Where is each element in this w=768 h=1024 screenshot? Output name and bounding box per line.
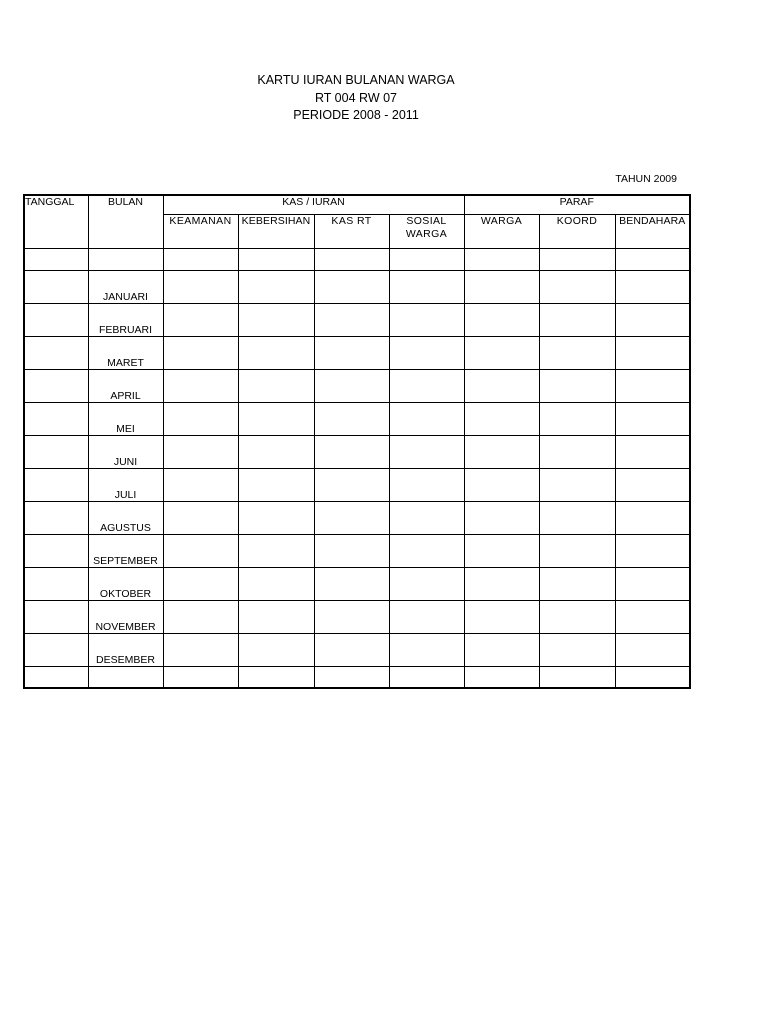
month-label: SEPTEMBER bbox=[88, 534, 163, 567]
column-header-keamanan: KEAMANAN bbox=[163, 214, 238, 248]
month-label: AGUSTUS bbox=[88, 501, 163, 534]
keamanan-cell bbox=[163, 666, 238, 688]
column-header-tanggal: TANGGAL bbox=[24, 195, 88, 248]
paraf-koord-cell bbox=[539, 567, 615, 600]
kebersihan-cell bbox=[238, 303, 314, 336]
bulan-cell bbox=[88, 248, 163, 270]
kas-rt-cell bbox=[314, 567, 389, 600]
kebersihan-cell bbox=[238, 567, 314, 600]
paraf-bendahara-cell bbox=[615, 633, 690, 666]
blank-row-top bbox=[24, 248, 690, 270]
paraf-warga-cell bbox=[464, 633, 539, 666]
month-label: JULI bbox=[88, 468, 163, 501]
month-label: JANUARI bbox=[88, 270, 163, 303]
kebersihan-cell bbox=[238, 336, 314, 369]
paraf-warga-cell bbox=[464, 666, 539, 688]
keamanan-cell bbox=[163, 248, 238, 270]
month-row bbox=[24, 435, 690, 468]
month-label: MARET bbox=[88, 336, 163, 369]
kas-rt-cell bbox=[314, 468, 389, 501]
keamanan-cell bbox=[163, 435, 238, 468]
kebersihan-cell bbox=[238, 633, 314, 666]
paraf-bendahara-cell bbox=[615, 666, 690, 688]
keamanan-cell bbox=[163, 567, 238, 600]
month-label: FEBRUARI bbox=[88, 303, 163, 336]
tanggal-cell bbox=[24, 336, 88, 369]
bulan-cell bbox=[88, 666, 163, 688]
paraf-bendahara-cell bbox=[615, 435, 690, 468]
month-row bbox=[24, 468, 690, 501]
month-row bbox=[24, 369, 690, 402]
dues-card-table bbox=[23, 194, 691, 689]
paraf-bendahara-cell bbox=[615, 369, 690, 402]
paraf-warga-cell bbox=[464, 248, 539, 270]
paraf-warga-cell bbox=[464, 501, 539, 534]
paraf-bendahara-cell bbox=[615, 501, 690, 534]
sosial-warga-cell bbox=[389, 402, 464, 435]
kas-rt-cell bbox=[314, 534, 389, 567]
tanggal-cell bbox=[24, 435, 88, 468]
month-row bbox=[24, 270, 690, 303]
kebersihan-cell bbox=[238, 248, 314, 270]
sosial-warga-cell bbox=[389, 336, 464, 369]
paraf-warga-cell bbox=[464, 303, 539, 336]
kebersihan-cell bbox=[238, 270, 314, 303]
month-row bbox=[24, 402, 690, 435]
kas-rt-cell bbox=[314, 666, 389, 688]
paraf-koord-cell bbox=[539, 534, 615, 567]
tanggal-cell bbox=[24, 501, 88, 534]
kas-rt-cell bbox=[314, 600, 389, 633]
paraf-bendahara-cell bbox=[615, 248, 690, 270]
column-header-kas-rt: KAS RT bbox=[314, 214, 389, 248]
paraf-warga-cell bbox=[464, 468, 539, 501]
document-title: KARTU IURAN BULANAN WARGA bbox=[257, 73, 455, 87]
group-header-paraf: PARAF bbox=[464, 195, 690, 214]
keamanan-cell bbox=[163, 600, 238, 633]
paraf-warga-cell bbox=[464, 600, 539, 633]
paraf-koord-cell bbox=[539, 369, 615, 402]
paraf-koord-cell bbox=[539, 248, 615, 270]
keamanan-cell bbox=[163, 336, 238, 369]
kas-rt-cell bbox=[314, 435, 389, 468]
kebersihan-cell bbox=[238, 468, 314, 501]
month-label: MEI bbox=[88, 402, 163, 435]
paraf-bendahara-cell bbox=[615, 303, 690, 336]
tanggal-cell bbox=[24, 633, 88, 666]
kas-rt-cell bbox=[314, 501, 389, 534]
tanggal-cell bbox=[24, 402, 88, 435]
paraf-warga-cell bbox=[464, 435, 539, 468]
kebersihan-cell bbox=[238, 402, 314, 435]
tanggal-cell bbox=[24, 600, 88, 633]
paraf-warga-cell bbox=[464, 336, 539, 369]
paraf-bendahara-cell bbox=[615, 567, 690, 600]
tanggal-cell bbox=[24, 303, 88, 336]
column-header-sosial-warga: SOSIAL WARGA bbox=[389, 214, 464, 248]
keamanan-cell bbox=[163, 303, 238, 336]
paraf-koord-cell bbox=[539, 303, 615, 336]
sosial-warga-cell bbox=[389, 468, 464, 501]
paraf-koord-cell bbox=[539, 666, 615, 688]
paraf-bendahara-cell bbox=[615, 336, 690, 369]
kebersihan-cell bbox=[238, 600, 314, 633]
paraf-koord-cell bbox=[539, 336, 615, 369]
month-row bbox=[24, 501, 690, 534]
month-row bbox=[24, 600, 690, 633]
month-row bbox=[24, 567, 690, 600]
keamanan-cell bbox=[163, 468, 238, 501]
paraf-bendahara-cell bbox=[615, 402, 690, 435]
paraf-koord-cell bbox=[539, 600, 615, 633]
sosial-warga-cell bbox=[389, 501, 464, 534]
document-title-block bbox=[0, 72, 712, 125]
month-label: NOVEMBER bbox=[88, 600, 163, 633]
document-subtitle-rt-rw: RT 004 RW 07 bbox=[315, 90, 397, 105]
tanggal-cell bbox=[24, 534, 88, 567]
sosial-warga-cell bbox=[389, 435, 464, 468]
paraf-koord-cell bbox=[539, 402, 615, 435]
paraf-warga-cell bbox=[464, 369, 539, 402]
month-label: DESEMBER bbox=[88, 633, 163, 666]
group-header-kas-iuran: KAS / IURAN bbox=[163, 195, 464, 214]
month-row bbox=[24, 303, 690, 336]
paraf-warga-cell bbox=[464, 270, 539, 303]
kas-rt-cell bbox=[314, 248, 389, 270]
paraf-bendahara-cell bbox=[615, 600, 690, 633]
sosial-warga-cell bbox=[389, 600, 464, 633]
month-label: OKTOBER bbox=[88, 567, 163, 600]
column-header-warga: WARGA bbox=[464, 214, 539, 248]
sosial-warga-cell bbox=[389, 369, 464, 402]
tanggal-cell bbox=[24, 248, 88, 270]
kebersihan-cell bbox=[238, 666, 314, 688]
paraf-koord-cell bbox=[539, 435, 615, 468]
paraf-bendahara-cell bbox=[615, 468, 690, 501]
paraf-bendahara-cell bbox=[615, 270, 690, 303]
paraf-koord-cell bbox=[539, 270, 615, 303]
paraf-warga-cell bbox=[464, 567, 539, 600]
tanggal-cell bbox=[24, 666, 88, 688]
paraf-bendahara-cell bbox=[615, 534, 690, 567]
keamanan-cell bbox=[163, 402, 238, 435]
kas-rt-cell bbox=[314, 336, 389, 369]
kebersihan-cell bbox=[238, 534, 314, 567]
month-label: JUNI bbox=[88, 435, 163, 468]
kas-rt-cell bbox=[314, 633, 389, 666]
column-header-koord: KOORD bbox=[539, 214, 615, 248]
sosial-warga-cell bbox=[389, 534, 464, 567]
kas-rt-cell bbox=[314, 270, 389, 303]
kebersihan-cell bbox=[238, 435, 314, 468]
keamanan-cell bbox=[163, 270, 238, 303]
paraf-warga-cell bbox=[464, 402, 539, 435]
tanggal-cell bbox=[24, 270, 88, 303]
sosial-warga-cell bbox=[389, 567, 464, 600]
column-header-bendahara: BENDAHARA bbox=[615, 214, 690, 248]
kas-rt-cell bbox=[314, 369, 389, 402]
column-header-bulan: BULAN bbox=[88, 195, 163, 248]
tanggal-cell bbox=[24, 567, 88, 600]
keamanan-cell bbox=[163, 369, 238, 402]
month-row bbox=[24, 633, 690, 666]
sosial-warga-cell bbox=[389, 633, 464, 666]
keamanan-cell bbox=[163, 501, 238, 534]
kebersihan-cell bbox=[238, 369, 314, 402]
month-label: APRIL bbox=[88, 369, 163, 402]
tanggal-cell bbox=[24, 468, 88, 501]
month-row bbox=[24, 336, 690, 369]
paraf-koord-cell bbox=[539, 468, 615, 501]
kas-rt-cell bbox=[314, 303, 389, 336]
paraf-koord-cell bbox=[539, 633, 615, 666]
kebersihan-cell bbox=[238, 501, 314, 534]
year-label: TAHUN 2009 bbox=[615, 173, 677, 185]
keamanan-cell bbox=[163, 534, 238, 567]
paraf-koord-cell bbox=[539, 501, 615, 534]
kas-rt-cell bbox=[314, 402, 389, 435]
sosial-warga-cell bbox=[389, 248, 464, 270]
paraf-warga-cell bbox=[464, 534, 539, 567]
sosial-warga-cell bbox=[389, 303, 464, 336]
sosial-warga-cell bbox=[389, 270, 464, 303]
keamanan-cell bbox=[163, 633, 238, 666]
month-row bbox=[24, 534, 690, 567]
document-period: PERIODE 2008 - 2011 bbox=[293, 108, 419, 122]
blank-row-bottom bbox=[24, 666, 690, 688]
column-header-kebersihan: KEBERSIHAN bbox=[238, 214, 314, 248]
sosial-warga-cell bbox=[389, 666, 464, 688]
tanggal-cell bbox=[24, 369, 88, 402]
